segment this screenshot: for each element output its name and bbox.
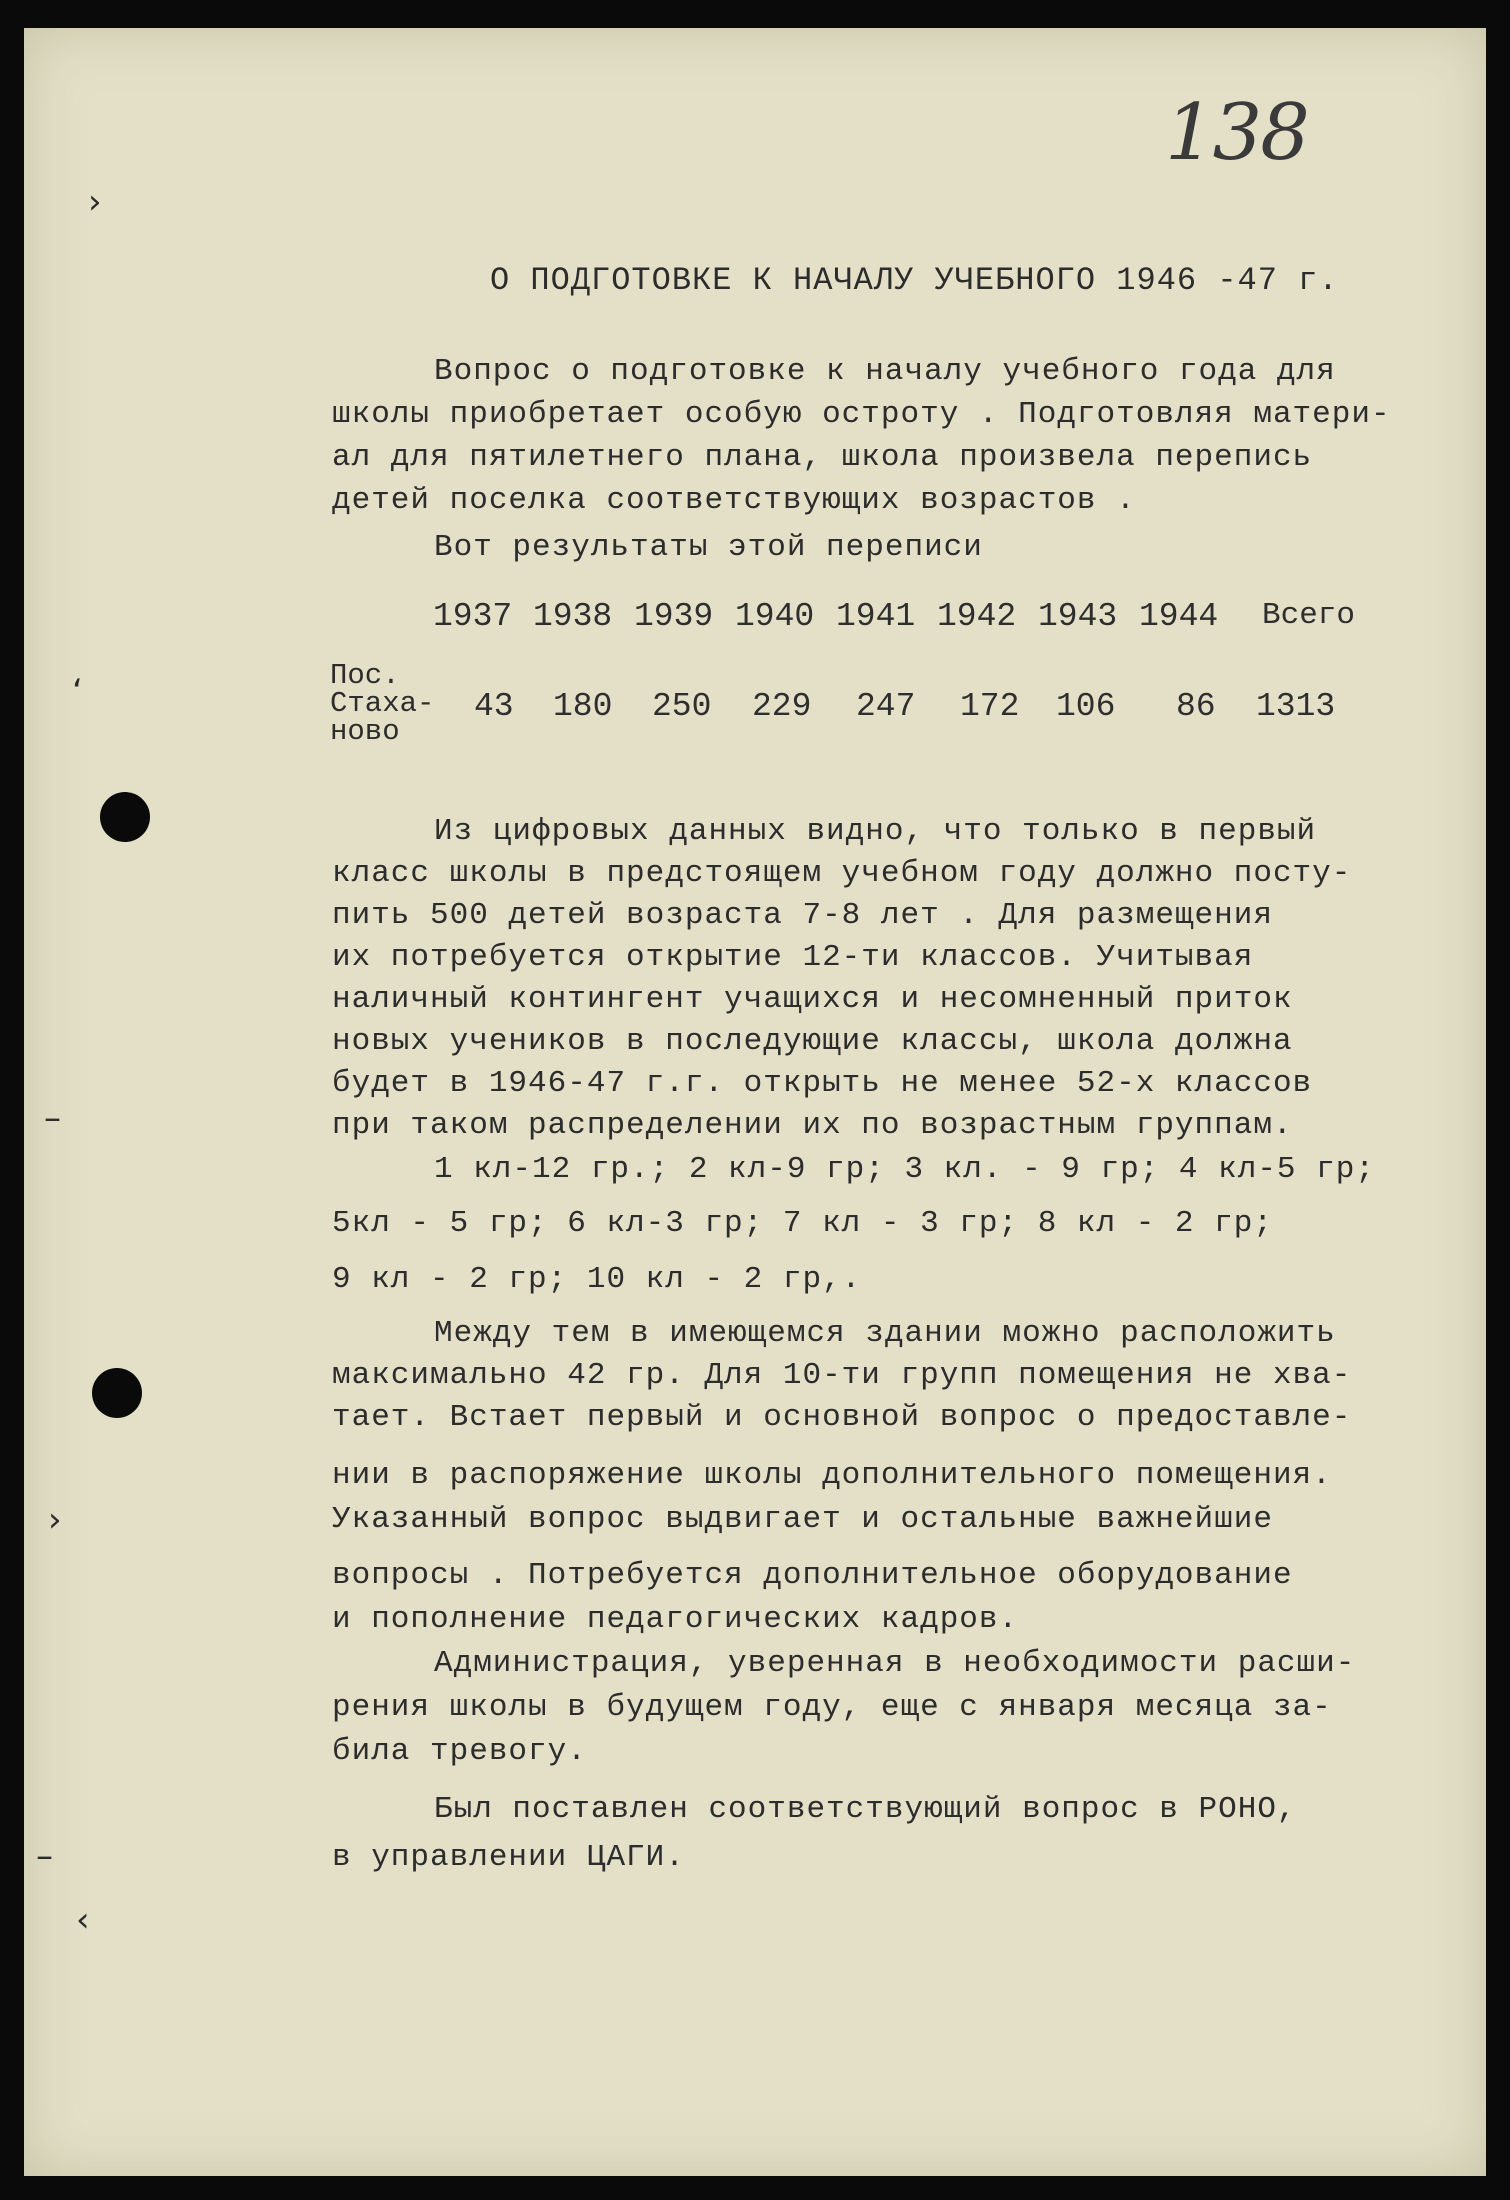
margin-mark: ‘ — [72, 672, 83, 712]
census-value: 86 — [1176, 688, 1216, 725]
census-value: 172 — [960, 688, 1020, 725]
year-header: 1944 — [1139, 598, 1219, 635]
text-line: в управлении ЦАГИ. — [332, 1840, 685, 1875]
text-line: нии в распоряжение школы дополнительного помещения. — [332, 1458, 1332, 1493]
page-number: 138 — [1165, 88, 1308, 178]
punch-hole-bottom — [92, 1368, 142, 1418]
punch-hole-top — [100, 792, 150, 842]
margin-mark: – — [36, 1836, 53, 1876]
year-header: 1941 — [836, 598, 916, 635]
text-line: вопросы . Потребуется дополнительное оборудование — [332, 1558, 1293, 1593]
text-line: 9 кл - 2 гр; 10 кл - 2 гр,. — [332, 1262, 862, 1297]
text-line: и пополнение педагогических кадров. — [332, 1602, 1019, 1637]
text-line: детей поселка соответствующих возрастов . — [332, 483, 1136, 518]
text-line: их потребуется открытие 12-ти классов. Учитывая — [332, 940, 1254, 975]
row-label-line: Стаха- — [330, 687, 435, 720]
margin-mark: › — [88, 182, 102, 222]
text-line: рения школы в будущем году, еще с января месяца за- — [332, 1690, 1332, 1725]
text-line: 5кл - 5 гр; 6 кл-3 гр; 7 кл - 3 гр; 8 кл - 2 гр; — [332, 1206, 1273, 1241]
text-line: тает. Встает первый и основной вопрос о предоставле- — [332, 1400, 1352, 1435]
census-value: 180 — [553, 688, 613, 725]
text-line: Администрация, уверенная в необходимости расши- — [434, 1646, 1356, 1681]
text-line: наличный контингент учащихся и несомненный приток — [332, 982, 1293, 1017]
text-line: будет в 1946-47 г.г. открыть не менее 52-х классов — [332, 1066, 1313, 1101]
text-line: Из цифровых данных видно, что только в первый — [434, 814, 1317, 849]
document-title: О ПОДГОТОВКЕ К НАЧАЛУ УЧЕБНОГО 1946 -47 г. — [490, 262, 1339, 299]
row-label-line: Пос. — [330, 659, 400, 692]
text-line: пить 500 детей возраста 7-8 лет . Для размещения — [332, 898, 1273, 933]
year-header: 1939 — [634, 598, 714, 635]
text-line: Указанный вопрос выдвигает и остальные важнейшие — [332, 1502, 1273, 1537]
text-line: ал для пятилетнего плана, школа произвела перепись — [332, 440, 1313, 475]
margin-mark: › — [48, 1500, 62, 1540]
year-header: 1940 — [735, 598, 815, 635]
margin-mark: ‹ — [76, 1900, 90, 1940]
year-header: 1943 — [1038, 598, 1118, 635]
text-line: Был поставлен соответствующий вопрос в РОНО, — [434, 1792, 1297, 1827]
text-line: Вопрос о подготовке к началу учебного года для — [434, 354, 1336, 389]
census-value: 250 — [652, 688, 712, 725]
text-line: била тревогу. — [332, 1734, 587, 1769]
year-header: 1937 — [433, 598, 513, 635]
text-line: при таком распределении их по возрастным группам. — [332, 1108, 1293, 1143]
text-line: Вот результаты этой переписи — [434, 530, 983, 565]
year-header: 1938 — [533, 598, 613, 635]
text-line: класс школы в предстоящем учебном году должно посту- — [332, 856, 1352, 891]
row-label-line: ново — [330, 715, 400, 748]
census-value: 43 — [474, 688, 514, 725]
total-header: Всего — [1262, 598, 1356, 633]
text-line: 1 кл-12 гр.; 2 кл-9 гр; 3 кл. - 9 гр; 4 кл-5 гр; — [434, 1152, 1375, 1187]
census-value: 229 — [752, 688, 812, 725]
text-line: школы приобретает особую остроту . Подготовляя матери- — [332, 397, 1391, 432]
census-value: 106 — [1056, 688, 1116, 725]
document-page — [24, 28, 1486, 2176]
text-line: новых учеников в последующие классы, школа должна — [332, 1024, 1293, 1059]
census-value: 247 — [856, 688, 916, 725]
census-total: 1313 — [1256, 688, 1336, 725]
year-header: 1942 — [937, 598, 1017, 635]
text-line: максимально 42 гр. Для 10-ти групп помещения не хва- — [332, 1358, 1352, 1393]
margin-mark: – — [44, 1098, 61, 1138]
text-line: Между тем в имеющемся здании можно расположить — [434, 1316, 1336, 1351]
